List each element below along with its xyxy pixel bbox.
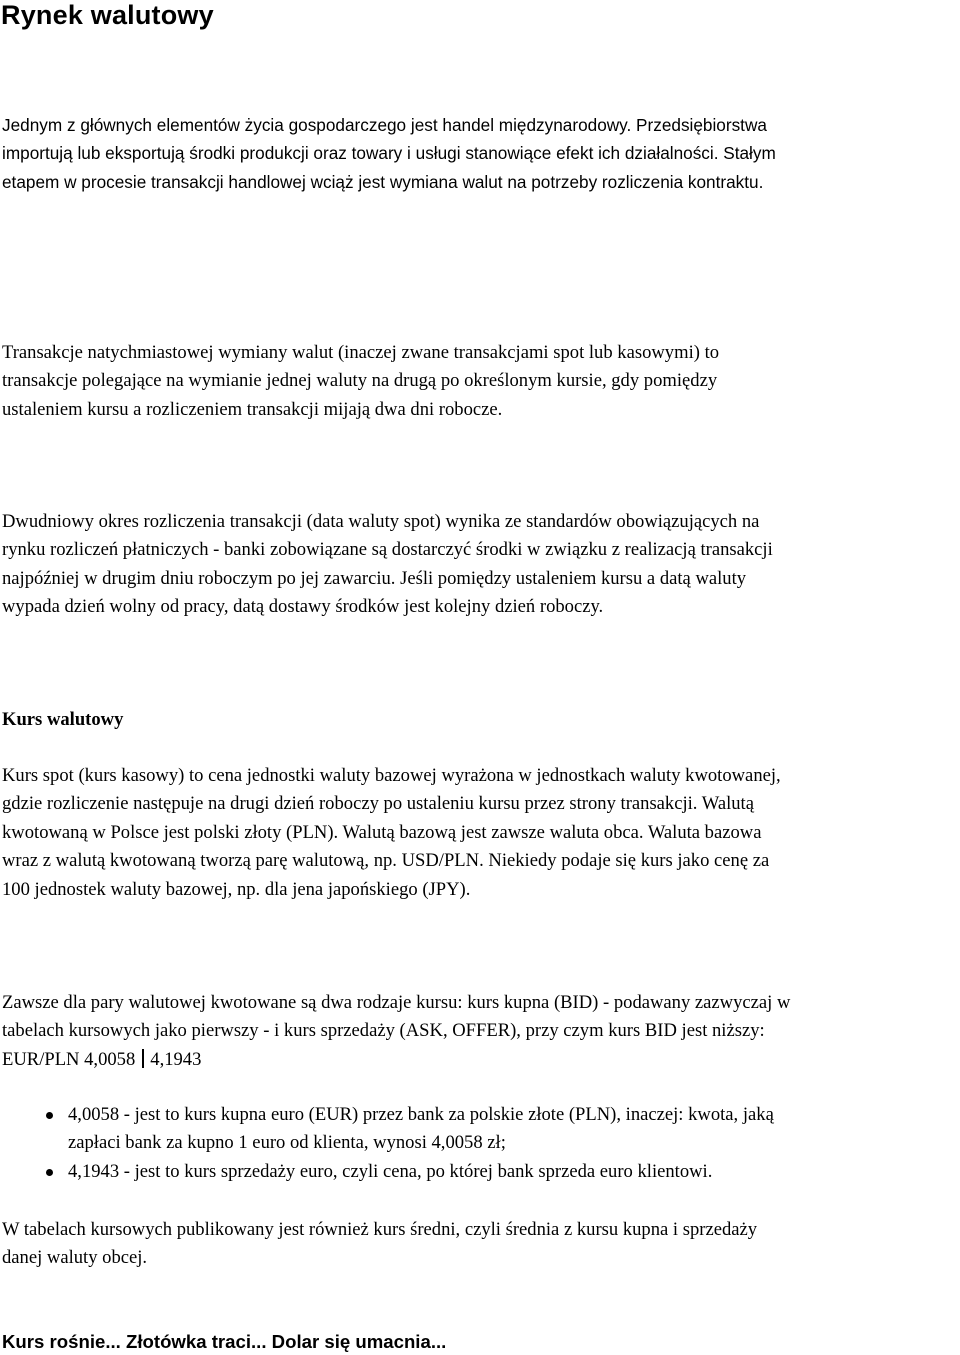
settlement-line: Dwudniowy okres rozliczenia transakcji (data waluty spot) wynika ze standardów obowiązujących na bbox=[2, 511, 760, 532]
list-item-line: 4,0058 - jest to kurs kupna euro (EUR) przez bank za polskie złote (PLN), inaczej: kwota, jaką bbox=[68, 1104, 774, 1125]
bullet-icon bbox=[46, 1169, 53, 1176]
intro-line: etapem w procesie transakcji handlowej wciąż jest wymiana walut na potrzeby rozliczenia kontraktu. bbox=[2, 171, 764, 192]
settlement-line: najpóźniej w drugim dniu roboczym po jej zawarciu. Jeśli pomiędzy ustaleniem kursu a datą waluty bbox=[2, 567, 747, 589]
average-line: danej waluty obcej. bbox=[2, 1247, 148, 1269]
list-item-line: zapłaci bank za kupno 1 euro od klienta, wynosi 4,0058 zł; bbox=[68, 1132, 506, 1154]
rate-separator bbox=[142, 1049, 144, 1068]
bid-ask-line: tabelach kursowych jako pierwszy - i kurs sprzedaży (ASK, OFFER), przy czym kurs BID jest niższy: bbox=[2, 1020, 765, 1042]
page-title: Rynek walutowy bbox=[1, 0, 214, 30]
bullet-icon bbox=[46, 1112, 53, 1119]
settlement-paragraph bbox=[2, 508, 958, 622]
rate-ask: 4,1943 bbox=[150, 1048, 202, 1070]
average-paragraph bbox=[2, 1216, 958, 1273]
rate-line bbox=[2, 1046, 958, 1074]
kurs-line: Kurs spot (kurs kasowy) to cena jednostki waluty bazowej wyrażona w jednostkach waluty kwotowanej, bbox=[2, 765, 781, 786]
list-item-line: 4,1943 - jest to kurs sprzedaży euro, czyli cena, po której bank sprzeda euro klientowi. bbox=[68, 1160, 713, 1182]
kurs-paragraph bbox=[2, 762, 958, 904]
average-line: W tabelach kursowych publikowany jest również kurs średni, czyli średnia z kursu kupna i sprzedaży bbox=[2, 1219, 758, 1240]
rate-explanation-list bbox=[0, 1101, 956, 1186]
kurs-line: 100 jednostek waluty bazowej, np. dla jena japońskiego (JPY). bbox=[2, 878, 471, 900]
final-heading: Kurs rośnie... Złotówka traci... Dolar się umacnia... bbox=[2, 1331, 447, 1352]
settlement-line: wypada dzień wolny od pracy, datą dostawy środków jest kolejny dzień roboczy. bbox=[2, 596, 604, 618]
list-item bbox=[0, 1101, 956, 1158]
bid-ask-paragraph bbox=[2, 989, 958, 1074]
spot-line: transakcje polegające na wymianie jednej waluty na drugą po określonym kursie, gdy pomiędzy bbox=[2, 370, 718, 392]
rate-pair: EUR/PLN 4,0058 bbox=[2, 1048, 136, 1070]
bid-ask-line: Zawsze dla pary walutowej kwotowane są dwa rodzaje kursu: kurs kupna (BID) - podawany zazwyczaj w bbox=[2, 992, 791, 1013]
spot-line: Transakcje natychmiastowej wymiany walut (inaczej zwane transakcjami spot lub kasowymi) to bbox=[2, 342, 720, 363]
kurs-walutowy-heading: Kurs walutowy bbox=[2, 709, 124, 730]
spot-line: ustaleniem kursu a rozliczeniem transakcji mijają dwa dni robocze. bbox=[2, 398, 503, 420]
intro-line: Jednym z głównych elementów życia gospodarczego jest handel międzynarodowy. Przedsiębiorstwa bbox=[2, 115, 767, 135]
kurs-line: gdzie rozliczenie następuje na drugi dzień roboczy po ustaleniu kursu przez strony transakcji. Walutą bbox=[2, 793, 754, 815]
intro-paragraph bbox=[2, 111, 958, 196]
kurs-line: kwotowaną w Polsce jest polski złoty (PLN). Walutą bazową jest zawsze waluta obca. Waluta bazowa bbox=[2, 821, 762, 843]
settlement-line: rynku rozliczeń płatniczych - banki zobowiązane są dostarczyć środki w związku z realizacją transakcji bbox=[2, 539, 773, 561]
list-item bbox=[0, 1158, 956, 1186]
spot-paragraph bbox=[2, 339, 958, 424]
kurs-line: wraz z walutą kwotowaną tworzą parę walutową, np. USD/PLN. Niekiedy podaje się kurs jako cenę za bbox=[2, 850, 770, 872]
intro-line: importują lub eksportują środki produkcji oraz towary i usługi stanowiące efekt ich działalności. Stałym bbox=[2, 143, 776, 164]
